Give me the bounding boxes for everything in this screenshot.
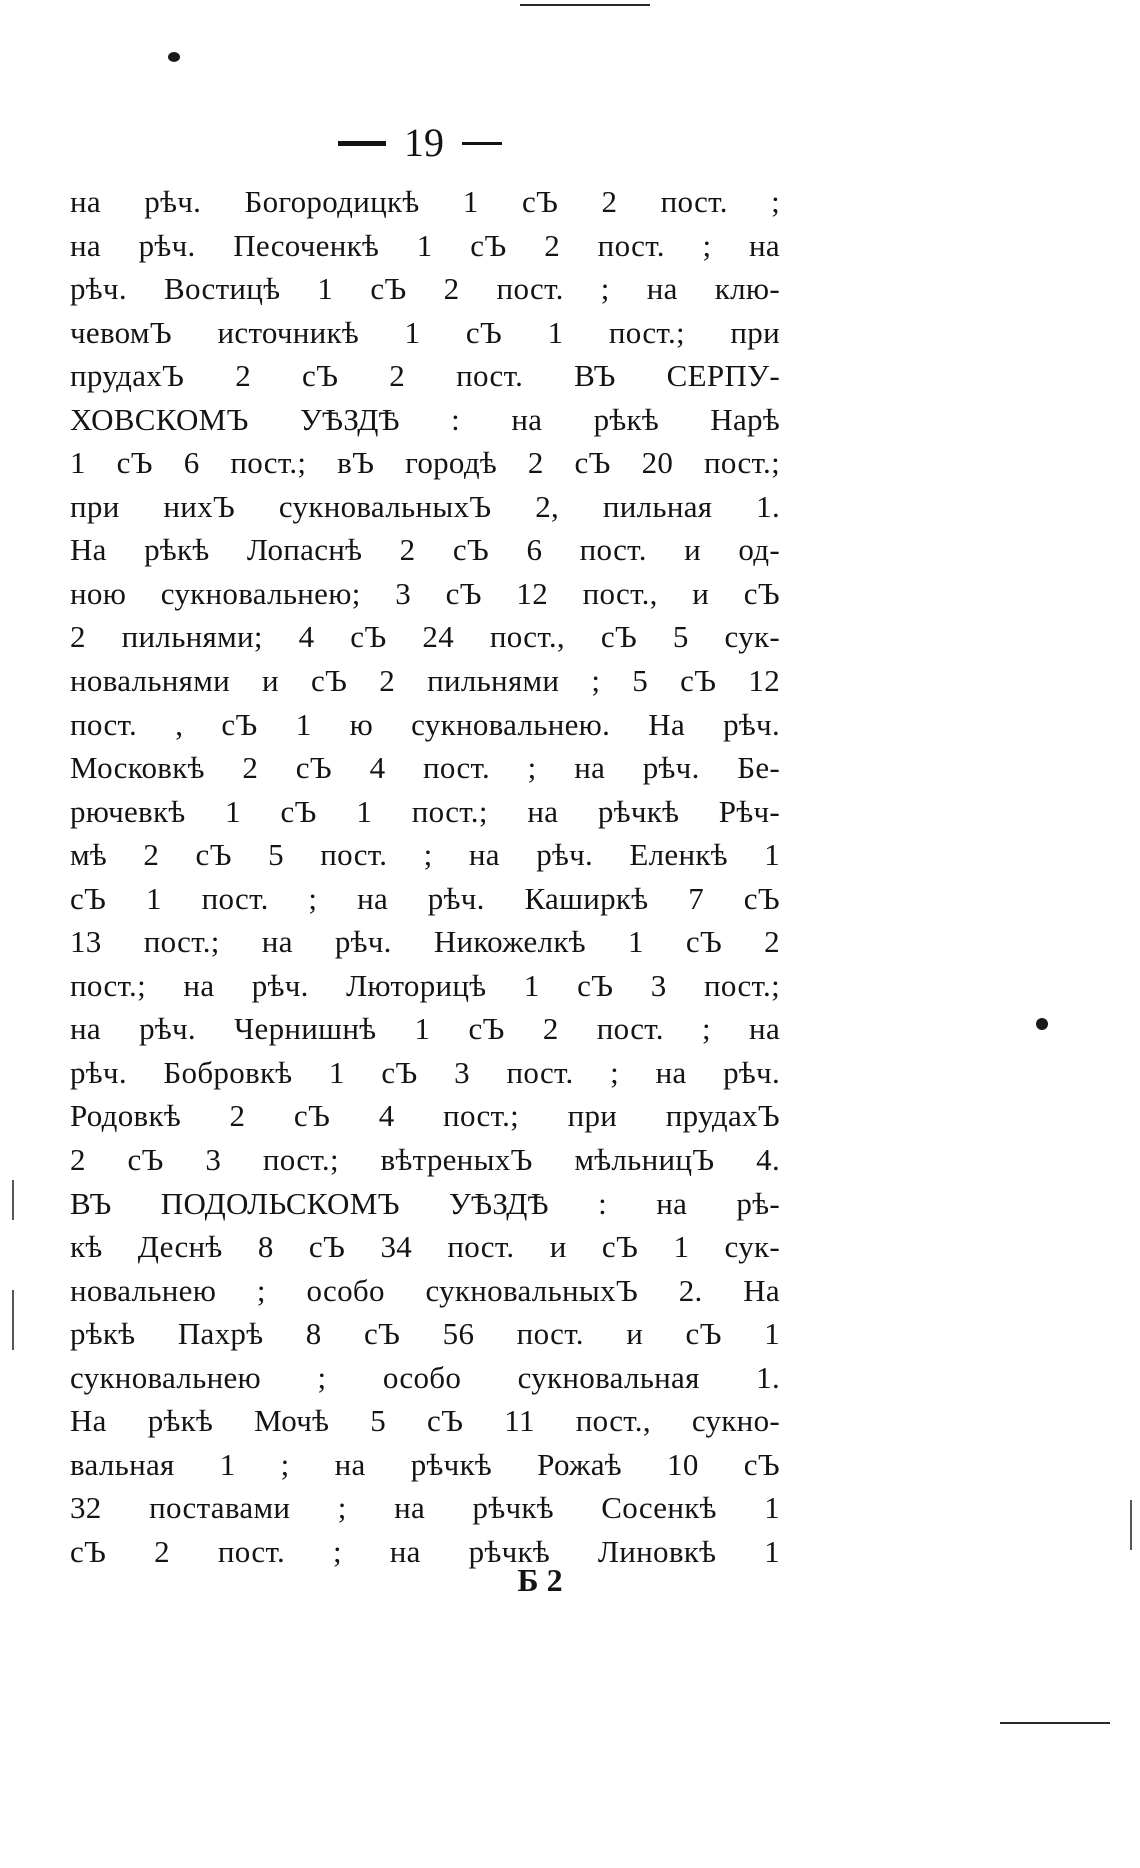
text-line: Родовкѣ 2 сЪ 4 пост.; при прудахЪ (70, 1098, 780, 1134)
text-line: ною сукновальнею; 3 сЪ 12 пост., и сЪ (70, 575, 780, 611)
text-line: 2 пильнями; 4 сЪ 24 пост., сЪ 5 сук- (70, 619, 780, 655)
text-line: На рѣкѣ Мочѣ 5 сЪ 11 пост., сукно- (70, 1403, 780, 1439)
text-line: сЪ 1 пост. ; на рѣч. Каширкѣ 7 сЪ (70, 880, 780, 916)
text-line: новальнями и сЪ 2 пильнями ; 5 сЪ 12 (70, 663, 780, 699)
text-line: 2 сЪ 3 пост.; вѣтреныхЪ мѣльницЪ 4. (70, 1142, 780, 1178)
edge-tick (12, 1180, 14, 1220)
text-line: На рѣкѣ Лопаснѣ 2 сЪ 6 пост. и од- (70, 532, 780, 568)
header-dash (462, 142, 502, 145)
text-line: ВЪ ПОДОЛЬСКОМЪ УѢЗДѢ : на рѣ- (70, 1185, 780, 1221)
top-scan-rule (520, 4, 650, 6)
page-number: 19 (404, 120, 444, 165)
text-line: рѣч. Бобровкѣ 1 сЪ 3 пост. ; на рѣч. (70, 1054, 780, 1090)
text-line: пост.; на рѣч. Люторицѣ 1 сЪ 3 пост.; (70, 967, 780, 1003)
ink-speck (168, 52, 180, 62)
text-line: 32 поставами ; на рѣчкѣ Сосенкѣ 1 (70, 1490, 780, 1526)
bottom-scan-rule (1000, 1722, 1110, 1724)
text-line: пост. , сЪ 1 ю сукновальнею. На рѣч. (70, 706, 780, 742)
text-line: сукновальнею ; особо сукновальная 1. (70, 1359, 780, 1395)
edge-tick (1130, 1500, 1132, 1550)
text-line: 13 пост.; на рѣч. Никожелкѣ 1 сЪ 2 (70, 924, 780, 960)
text-line: прудахЪ 2 сЪ 2 пост. ВЪ СЕРПУ- (70, 358, 780, 394)
text-line: на рѣч. Богородицкѣ 1 сЪ 2 пост. ; (70, 184, 780, 219)
header-dash (338, 141, 386, 146)
text-line: при нихЪ сукновальныхЪ 2, пильная 1. (70, 488, 780, 524)
text-line: сЪ 2 пост. ; на рѣчкѣ Линовкѣ 1 (70, 1533, 780, 1569)
text-line: рючевкѣ 1 сЪ 1 пост.; на рѣчкѣ Рѣч- (70, 793, 780, 829)
text-line: вальная 1 ; на рѣчкѣ Рожаѣ 10 сЪ (70, 1446, 780, 1482)
body-text (70, 180, 780, 1574)
ink-speck (1036, 1018, 1048, 1030)
edge-tick (12, 1290, 14, 1350)
text-line: чевомЪ источникѣ 1 сЪ 1 пост.; при (70, 314, 780, 350)
text-line: ХОВСКОМЪ УѢЗДѢ : на рѣкѣ Нарѣ (70, 401, 780, 437)
text-line: на рѣч. Чернишнѣ 1 сЪ 2 пост. ; на (70, 1011, 780, 1047)
text-line: рѣкѣ Пахрѣ 8 сЪ 56 пост. и сЪ 1 (70, 1316, 780, 1352)
text-line: мѣ 2 сЪ 5 пост. ; на рѣч. Еленкѣ 1 (70, 837, 780, 873)
text-line: на рѣч. Песоченкѣ 1 сЪ 2 пост. ; на (70, 227, 780, 263)
signature-mark: Б 2 (517, 1562, 563, 1598)
page-header (300, 118, 540, 168)
text-line: новальнею ; особо сукновальныхЪ 2. На (70, 1272, 780, 1308)
text-line: рѣч. Востицѣ 1 сЪ 2 пост. ; на клю- (70, 271, 780, 307)
text-line: кѣ Деснѣ 8 сЪ 34 пост. и сЪ 1 сук- (70, 1229, 780, 1265)
text-line: 1 сЪ 6 пост.; вЪ городѣ 2 сЪ 20 пост.; (70, 445, 780, 481)
text-line: Московкѣ 2 сЪ 4 пост. ; на рѣч. Бе- (70, 750, 780, 786)
